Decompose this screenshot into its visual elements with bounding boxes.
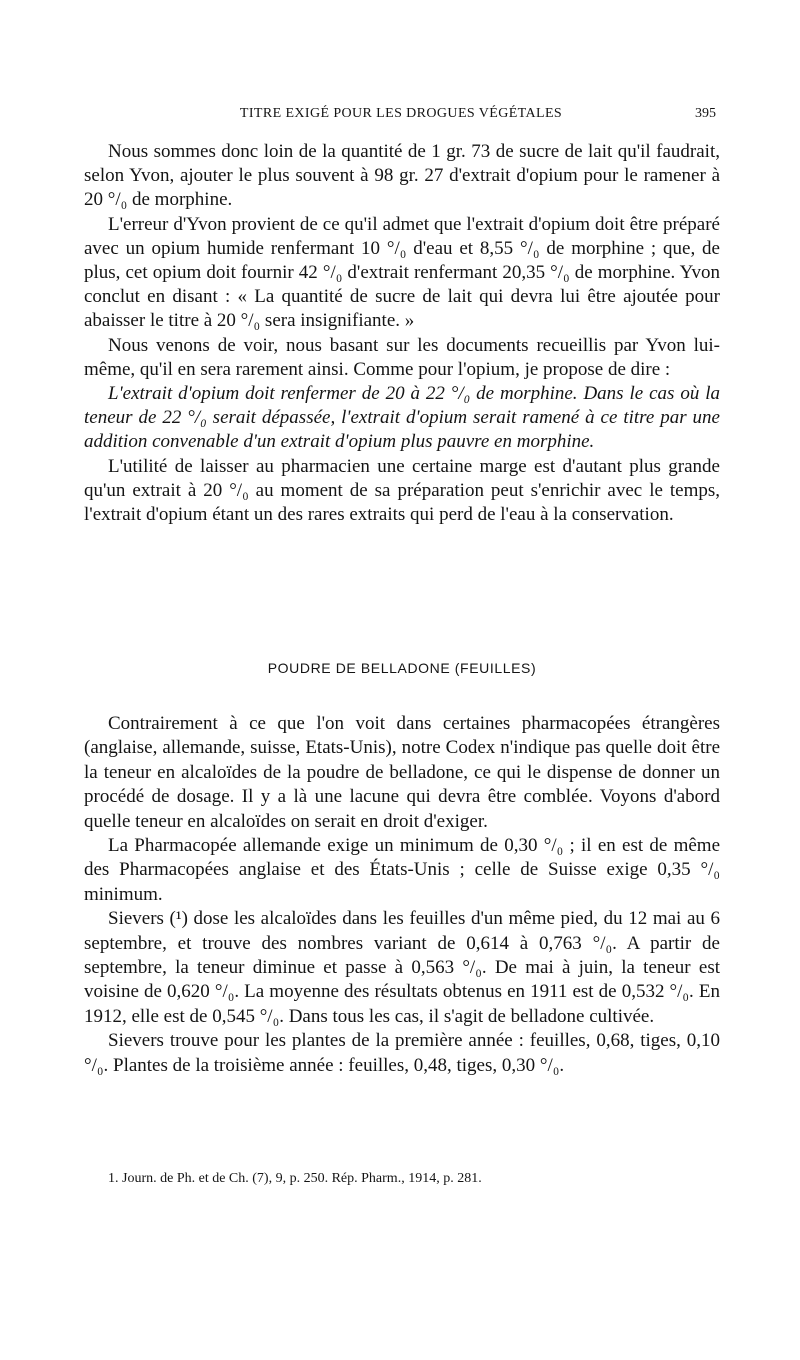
running-head <box>86 106 716 126</box>
running-title: TITRE EXIGÉ POUR LES DROGUES VÉGÉTALES <box>239 106 563 121</box>
section-heading: POUDRE DE BELLADONE (FEUILLES) <box>267 660 537 676</box>
paragraph: L'utilité de laisser au pharmacien une certaine marge est d'autant plus grande qu'un extrait à 20 °/₀ au moment de sa préparation peut s'enrichir avec le temps, l'extrait d'opium étant un des rares extraits qui perd de l'eau à la conservation. <box>84 455 720 526</box>
paragraph: Sievers (¹) dose les alcaloïdes dans les feuilles d'un même pied, du 12 mai au 6 septembre, et trouve des nombres variant de 0,614 à 0,763 °/₀. A partir de septembre, la teneur diminue et passe à 0,563 °/₀. De mai à juin, la teneur est voisine de 0,620 °/₀. La moyenne des résultats obtenus en 1911 est de 0,532 °/₀. En 1912, elle est de 0,545 °/₀. Dans tous les cas, il s'agit de belladone cultivée. <box>84 908 720 1027</box>
paragraph: Contrairement à ce que l'on voit dans certaines pharmacopées étrangères (anglaise, allemande, suisse, Etats-Unis), notre Codex n'indique pas quelle doit être la teneur en alcaloïdes de la poudre de belladone, ce qui le dispense de donner un procédé de dosage. Il y a là une lacune qui devra être comblée. Voyons d'abord quelle teneur en alcaloïdes on serait en droit d'exiger. <box>84 713 720 832</box>
footnote: 1. Journ. de Ph. et de Ch. (7), 9, p. 250. Rép. Pharm., 1914, p. 281. <box>108 1171 482 1186</box>
page-number: 395 <box>695 106 716 121</box>
paragraph: Nous sommes donc loin de la quantité de 1 gr. 73 de sucre de lait qu'il faudrait, selon Yvon, ajouter le plus souvent à 98 gr. 27 d'extrait d'opium pour le ramener à 20 °/₀ de morphine. <box>84 141 720 211</box>
paragraph: L'erreur d'Yvon provient de ce qu'il admet que l'extrait d'opium doit être préparé avec un opium humide renfermant 10 °/₀ d'eau et 8,55 °/₀ de morphine ; que, de plus, cet opium doit fournir 42 °/₀ d'extrait renfermant 20,35 °/₀ de morphine. Yvon conclut en disant : « La quantité de sucre de lait qui devra lui être ajoutée pour abaisser le titre à 20 °/₀ sera insignifiante. » <box>84 213 720 332</box>
paragraph: Sievers trouve pour les plantes de la première année : feuilles, 0,68, tiges, 0,10 °/₀. Plantes de la troisième année : feuilles, 0,48, tiges, 0,30 °/₀. <box>84 1030 720 1076</box>
paragraph: Nous venons de voir, nous basant sur les documents recueillis par Yvon lui-même, qu'il en sera rarement ainsi. Comme pour l'opium, je propose de dire : <box>84 334 720 380</box>
italic-proposal-paragraph: L'extrait d'opium doit renfermer de 20 à 22 °/₀ de morphine. Dans le cas où la teneur de 22 °/₀ serait dépassée, l'extrait d'opium serait ramené à ce titre par une addition convenable d'un extrait d'opium plus pauvre en morphine. <box>84 383 720 453</box>
paragraph: La Pharmacopée allemande exige un minimum de 0,30 °/₀ ; il en est de même des Pharmacopées anglaise et des États-Unis ; celle de Suisse exige 0,35 °/₀ minimum. <box>84 835 720 905</box>
belladone-section <box>84 712 720 1078</box>
opium-section <box>84 140 720 527</box>
